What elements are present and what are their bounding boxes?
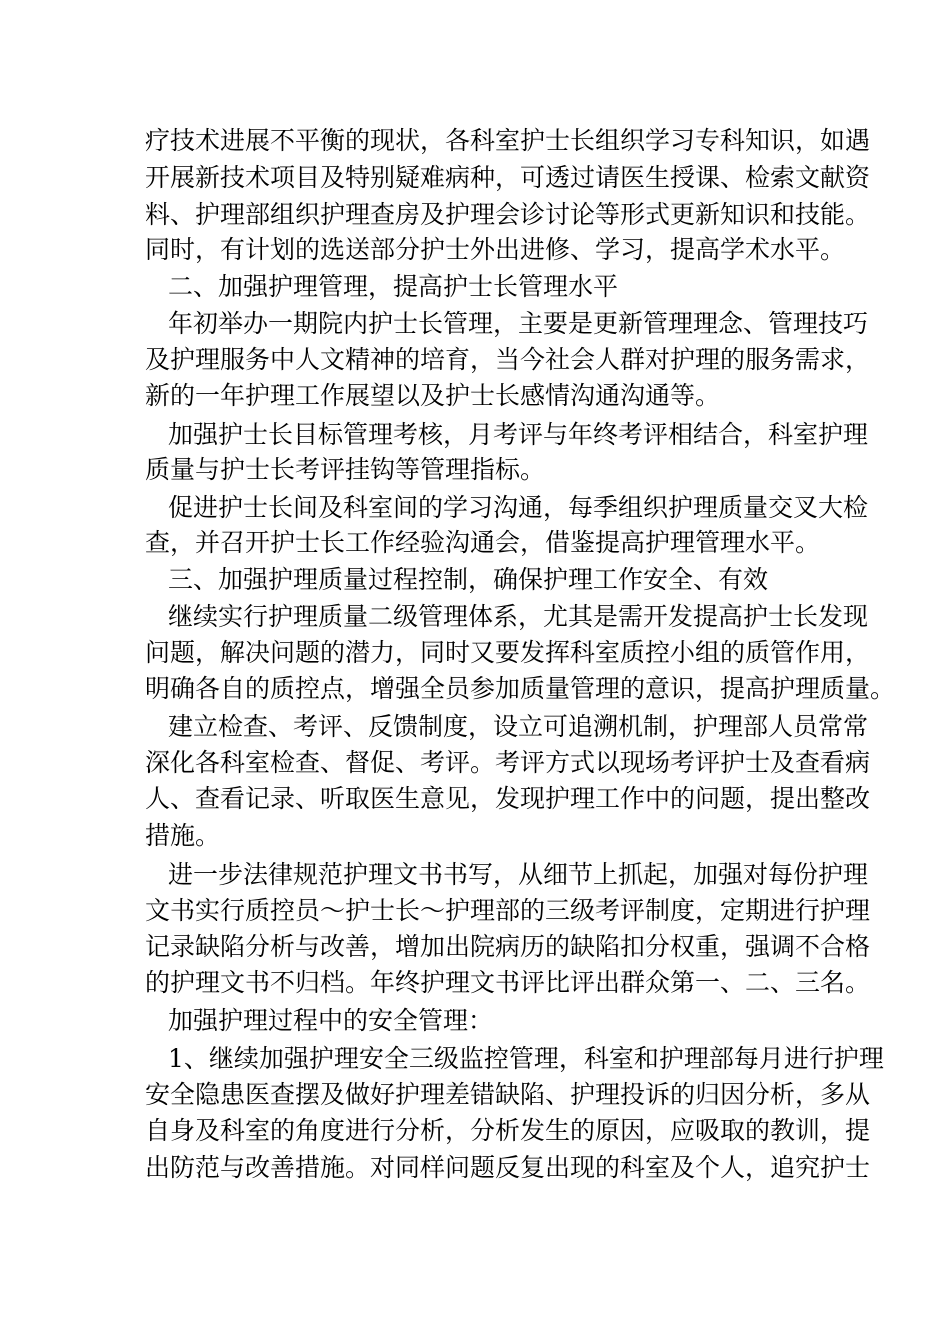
text-line: 新的一年护理工作展望以及护士长感情沟通沟通等。 [145,381,721,410]
text-line: 问题，解决问题的潜力，同时又要发挥科室质控小组的质管作用， [145,638,871,667]
text-line: 及护理服务中人文精神的培育，当今社会人群对护理的服务需求， [145,345,871,374]
text-line: 查，并召开护士长工作经验沟通会，借鉴提高护理管理水平。 [145,528,821,557]
text-line: 进一步法律规范护理文书书写，从细节上抓起，加强对每份护理 [168,860,869,889]
text-line: 疗技术进展不平衡的现状，各科室护士长组织学习专科知识，如遇 [145,126,871,155]
text-line: 安全隐患医查摆及做好护理差错缺陷、护理投诉的归因分析，多从 [145,1080,871,1109]
text-line: 的护理文书不归档。年终护理文书评比评出群众第一、二、三名。 [145,968,871,997]
text-line: 同时，有计划的选送部分护士外出进修、学习，提高学术水平。 [145,235,846,264]
text-line: 促进护士长间及科室间的学习沟通，每季组织护理质量交叉大检 [168,493,869,522]
text-line: 加强护士长目标管理考核，月考评与年终考评相结合，科室护理 [168,420,869,449]
text-line: 料、护理部组织护理查房及护理会诊讨论等形式更新知识和技能。 [145,200,871,229]
text-line: 人、查看记录、听取医生意见，发现护理工作中的问题，提出整改 [145,784,871,813]
text-line: 出防范与改善措施。对同样问题反复出现的科室及个人，追究护士 [145,1153,871,1182]
text-line: 质量与护士长考评挂钩等管理指标。 [145,455,546,484]
text-line: 文书实行质控员～护士长～护理部的三级考评制度，定期进行护理 [145,896,871,925]
text-line: 自身及科室的角度进行分析，分析发生的原因，应吸取的教训，提 [145,1116,871,1145]
text-line: 措施。 [145,821,221,850]
text-line: 继续实行护理质量二级管理体系，尤其是需开发提高护士长发现 [168,602,869,631]
section-heading: 二、加强护理管理，提高护士长管理水平 [168,272,619,301]
section-heading: 三、加强护理质量过程控制，确保护理工作安全、有效 [168,565,769,594]
text-line: 加强护理过程中的安全管理： [168,1006,494,1035]
text-line: 建立检查、考评、反馈制度，设立可追溯机制，护理部人员常常 [168,712,869,741]
text-line: 明确各自的质控点，增强全员参加质量管理的意识，提高护理质量。 [145,674,896,703]
text-line: 深化各科室检查、督促、考评。考评方式以现场考评护士及查看病 [145,748,871,777]
text-line: 年初举办一期院内护士长管理，主要是更新管理理念、管理技巧 [168,309,869,338]
text-line: 1、继续加强护理安全三级监控管理，科室和护理部每月进行护理 [168,1044,884,1073]
text-line: 开展新技术项目及特别疑难病种，可透过请医生授课、检索文献资 [145,163,871,192]
text-line: 记录缺陷分析与改善，增加出院病历的缺陷扣分权重，强调不合格 [145,932,871,961]
